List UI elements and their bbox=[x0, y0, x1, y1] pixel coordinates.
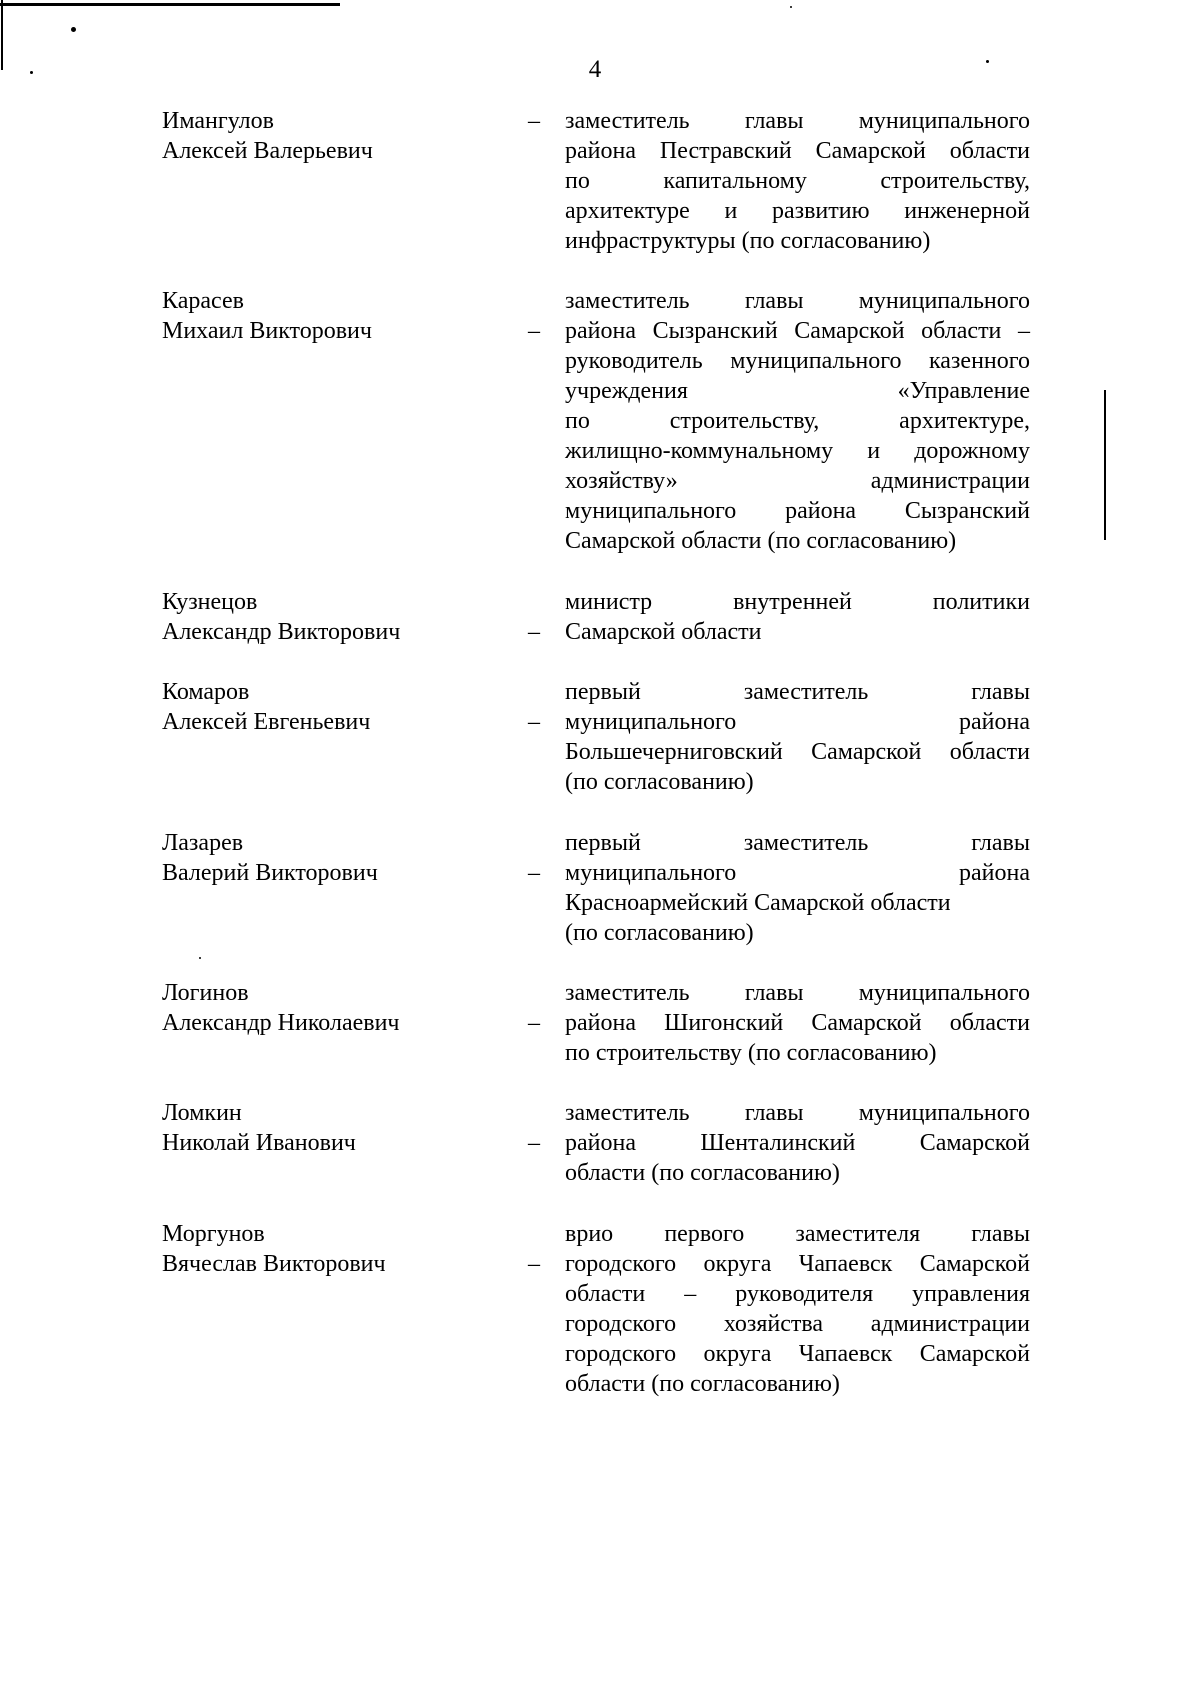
person-name bbox=[162, 1219, 492, 1279]
description-line: инфраструктуры (по согласованию) bbox=[565, 228, 931, 254]
dash-separator: – bbox=[528, 709, 540, 735]
given-names: Алексей Валерьевич bbox=[162, 138, 373, 164]
position-description bbox=[565, 1219, 1030, 1399]
description-line: руководитель муниципального казенного bbox=[565, 348, 1030, 374]
description-line: заместитель главы муниципального bbox=[565, 1100, 1030, 1126]
description-line: области (по согласованию) bbox=[565, 1371, 840, 1397]
description-line: архитектуре и развитию инженерной bbox=[565, 198, 1030, 224]
surname: Комаров bbox=[162, 679, 250, 705]
description-line: района Пестравский Самарской области bbox=[565, 138, 1030, 164]
position-description bbox=[565, 978, 1030, 1068]
description-line: учреждения «Управление bbox=[565, 378, 1030, 404]
description-line: по строительству, архитектуре, bbox=[565, 408, 1030, 434]
dash-separator: – bbox=[528, 619, 540, 645]
description-line: района Шигонский Самарской области bbox=[565, 1010, 1030, 1036]
position-description bbox=[565, 828, 1030, 948]
description-line: хозяйству» администрации bbox=[565, 468, 1030, 494]
surname: Кузнецов bbox=[162, 589, 258, 615]
page-number: 4 bbox=[588, 56, 602, 83]
position-description bbox=[565, 106, 1030, 256]
person-name bbox=[162, 286, 492, 346]
description-line: первый заместитель главы bbox=[565, 679, 1030, 705]
description-line: муниципального района bbox=[565, 860, 1030, 886]
description-line: заместитель главы муниципального bbox=[565, 980, 1030, 1006]
surname: Имангулов bbox=[162, 108, 274, 134]
description-line: муниципального района bbox=[565, 709, 1030, 735]
description-line: Красноармейский Самарской области bbox=[565, 890, 951, 916]
dash-separator: – bbox=[528, 1130, 540, 1156]
given-names: Александр Викторович bbox=[162, 619, 401, 645]
person-name bbox=[162, 1098, 492, 1158]
surname: Лазарев bbox=[162, 830, 244, 856]
description-line: врио первого заместителя главы bbox=[565, 1221, 1030, 1247]
dash-separator: – bbox=[528, 318, 540, 344]
description-line: Большечерниговский Самарской области bbox=[565, 739, 1030, 765]
surname: Карасев bbox=[162, 288, 244, 314]
given-names: Валерий Викторович bbox=[162, 860, 378, 886]
person-name bbox=[162, 677, 492, 737]
description-line: района Шенталинский Самарской bbox=[565, 1130, 1030, 1156]
description-line: городского хозяйства администрации bbox=[565, 1311, 1030, 1337]
dash-separator: – bbox=[528, 860, 540, 886]
description-line: городского округа Чапаевск Самарской bbox=[565, 1341, 1030, 1367]
dash-separator: – bbox=[528, 1010, 540, 1036]
surname: Логинов bbox=[162, 980, 249, 1006]
position-description bbox=[565, 286, 1030, 556]
description-line: (по согласованию) bbox=[565, 920, 754, 946]
given-names: Александр Николаевич bbox=[162, 1010, 400, 1036]
description-line: муниципального района Сызранский bbox=[565, 498, 1030, 524]
description-line: заместитель главы муниципального bbox=[565, 108, 1030, 134]
description-line: городского округа Чапаевск Самарской bbox=[565, 1251, 1030, 1277]
position-description bbox=[565, 677, 1030, 797]
description-line: министр внутренней политики bbox=[565, 589, 1030, 615]
dash-separator: – bbox=[528, 1251, 540, 1277]
surname: Моргунов bbox=[162, 1221, 265, 1247]
position-description bbox=[565, 587, 1030, 647]
scan-speck bbox=[71, 27, 76, 32]
scan-right-edge bbox=[1104, 390, 1106, 540]
position-description bbox=[565, 1098, 1030, 1188]
description-line: района Сызранский Самарской области – bbox=[565, 318, 1030, 344]
given-names: Вячеслав Викторович bbox=[162, 1251, 386, 1277]
description-line: по капитальному строительству, bbox=[565, 168, 1030, 194]
description-line: по строительству (по согласованию) bbox=[565, 1040, 937, 1066]
scan-speck bbox=[199, 957, 201, 959]
description-line: Самарской области bbox=[565, 619, 762, 645]
description-line: Самарской области (по согласованию) bbox=[565, 528, 957, 554]
given-names: Алексей Евгеньевич bbox=[162, 709, 371, 735]
person-name bbox=[162, 587, 492, 647]
given-names: Михаил Викторович bbox=[162, 318, 372, 344]
dash-separator: – bbox=[528, 108, 540, 134]
person-name bbox=[162, 828, 492, 888]
scan-top-rule bbox=[0, 3, 340, 6]
description-line: области (по согласованию) bbox=[565, 1160, 840, 1186]
surname: Ломкин bbox=[162, 1100, 242, 1126]
description-line: жилищно-коммунальному и дорожному bbox=[565, 438, 1030, 464]
given-names: Николай Иванович bbox=[162, 1130, 356, 1156]
description-line: первый заместитель главы bbox=[565, 830, 1030, 856]
description-line: области – руководителя управления bbox=[565, 1281, 1030, 1307]
person-name bbox=[162, 106, 492, 166]
description-line: заместитель главы муниципального bbox=[565, 288, 1030, 314]
person-name bbox=[162, 978, 492, 1038]
scan-speck bbox=[790, 6, 792, 8]
description-line: (по согласованию) bbox=[565, 769, 754, 795]
